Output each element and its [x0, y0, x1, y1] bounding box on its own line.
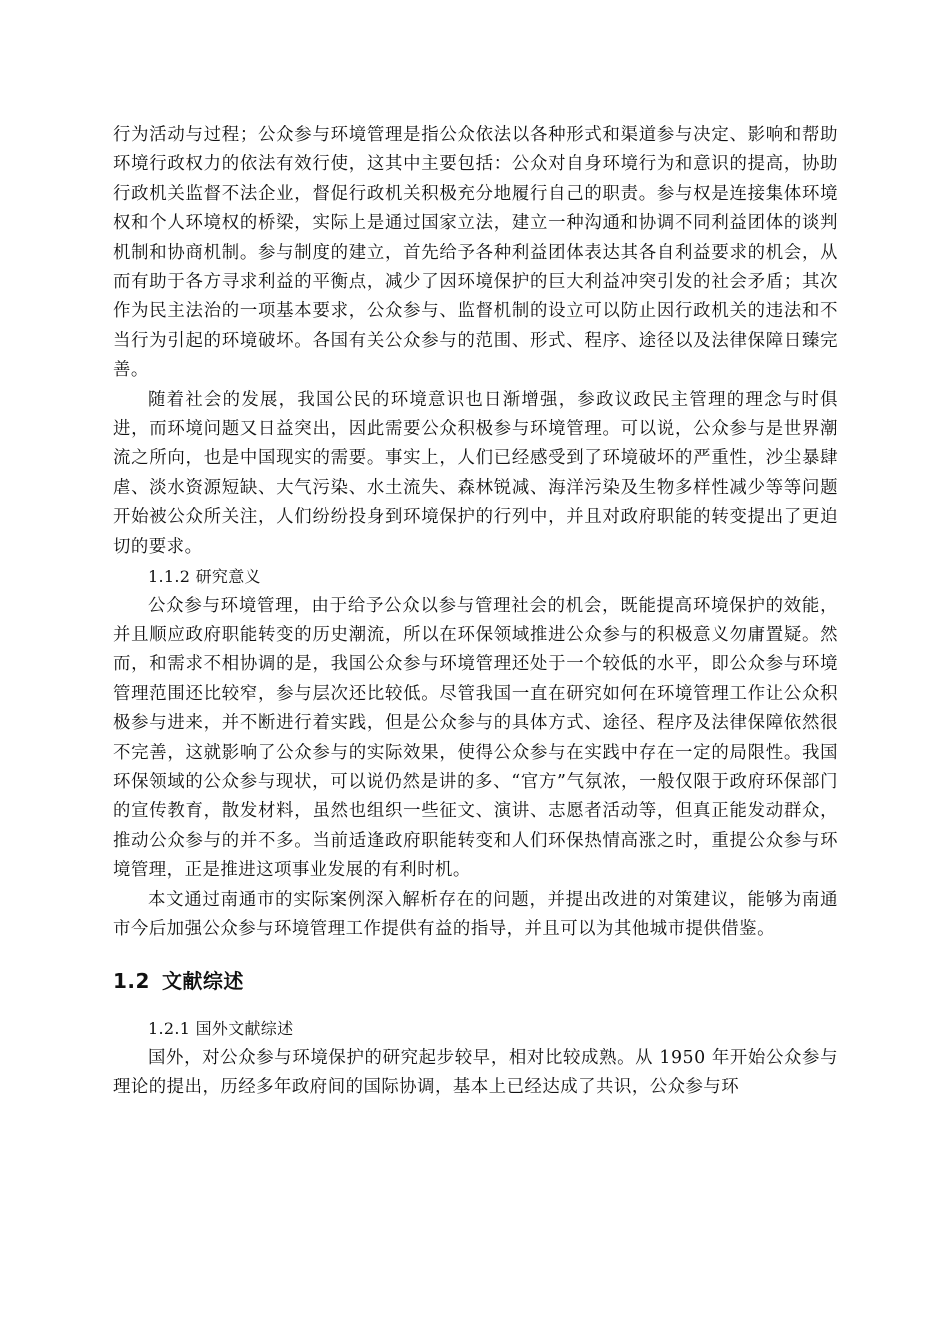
document-page: [113, 121, 838, 1103]
section-heading-literature-review: [113, 966, 838, 996]
body-paragraph-foreign-research: 国外，对公众参与环境保护的研究起步较早，相对比较成熟。从 1950 年开始公众参与理论的提出，历经多年政府间的国际协调，基本上已经达成了共识，公众参与环: [113, 1047, 838, 1098]
section-number: 1.2: [113, 969, 150, 994]
subsection-heading-research-significance: 1.1.2 研究意义: [148, 567, 261, 587]
section-title: 文献综述: [161, 969, 244, 994]
body-paragraph-nantong-case: 本文通过南通市的实际案例深入解析存在的问题，并提出改进的对策建议，能够为南通市今后加强公众参与环境管理工作提供有益的指导，并且可以为其他城市提供借鉴。: [113, 889, 838, 939]
subsection-heading-foreign-literature: 1.2.1 国外文献综述: [148, 1019, 294, 1039]
body-paragraph-continued: 行为活动与过程；公众参与环境管理是指公众依法以各种形式和渠道参与决定、影响和帮助环境行政权力的依法有效行使，这其中主要包括：公众对自身环境行为和意识的提高，协助行政机关监督不法企业，督促行政机关积极充分地履行自己的职责。参与权是连接集体环境权和个人环境权的桥梁，实际上是通过国家立法，建立一种沟通和协调不同利益团体的谈判机制和协商机制。参与制度的建立，首先给予各种利益团体表达其各自利益要求的机会，从而有助于各方寻求利益的平衡点，减少了因环境保护的巨大利益冲突引发的社会矛盾；其次作为民主法治的一项基本要求，公众参与、监督机制的设立可以防止因行政机关的违法和不当行为引起的环境破坏。各国有关公众参与的范围、形式、程序、途径以及法律保障日臻完善。: [113, 125, 838, 381]
body-paragraph-significance: 公众参与环境管理，由于给予公众以参与管理社会的机会，既能提高环境保护的效能，并且顺应政府职能转变的历史潮流，所以在环保领域推进公众参与的积极意义勿庸置疑。然而，和需求不相协调的是，我国公众参与环境管理还处于一个较低的水平，即公众参与环境管理范围还比较窄，参与层次还比较低。尽管我国一直在研究如何在环境管理工作让公众积极参与进来，并不断进行着实践，但是公众参与的具体方式、途径、程序及法律保障依然很不完善，这就影响了公众参与的实际效果，使得公众参与在实践中存在一定的局限性。我国环保领域的公众参与现状，可以说仍然是讲的多、“官方”气氛浓，一般仅限于政府环保部门的宣传教育，散发材料，虽然也组织一些征文、演讲、志愿者活动等，但真正能发动群众，推动公众参与的并不多。当前适逢政府职能转变和人们环保热情高涨之时，重提公众参与环境管理，正是推进这项事业发展的有利时机。: [113, 595, 838, 881]
body-paragraph-development: 随着社会的发展，我国公民的环境意识也日渐增强，参政议政民主管理的理念与时俱进，而环境问题又日益突出，因此需要公众积极参与环境管理。可以说，公众参与是世界潮流之所向，也是中国现实的需要。事实上，人们已经感受到了环境破坏的严重性，沙尘暴肆虐、淡水资源短缺、大气污染、水土流失、森林锐减、海洋污染及生物多样性减少等等问题开始被公众所关注，人们纷纷投身到环境保护的行列中，并且对政府职能的转变提出了更迫切的要求。: [113, 389, 838, 557]
